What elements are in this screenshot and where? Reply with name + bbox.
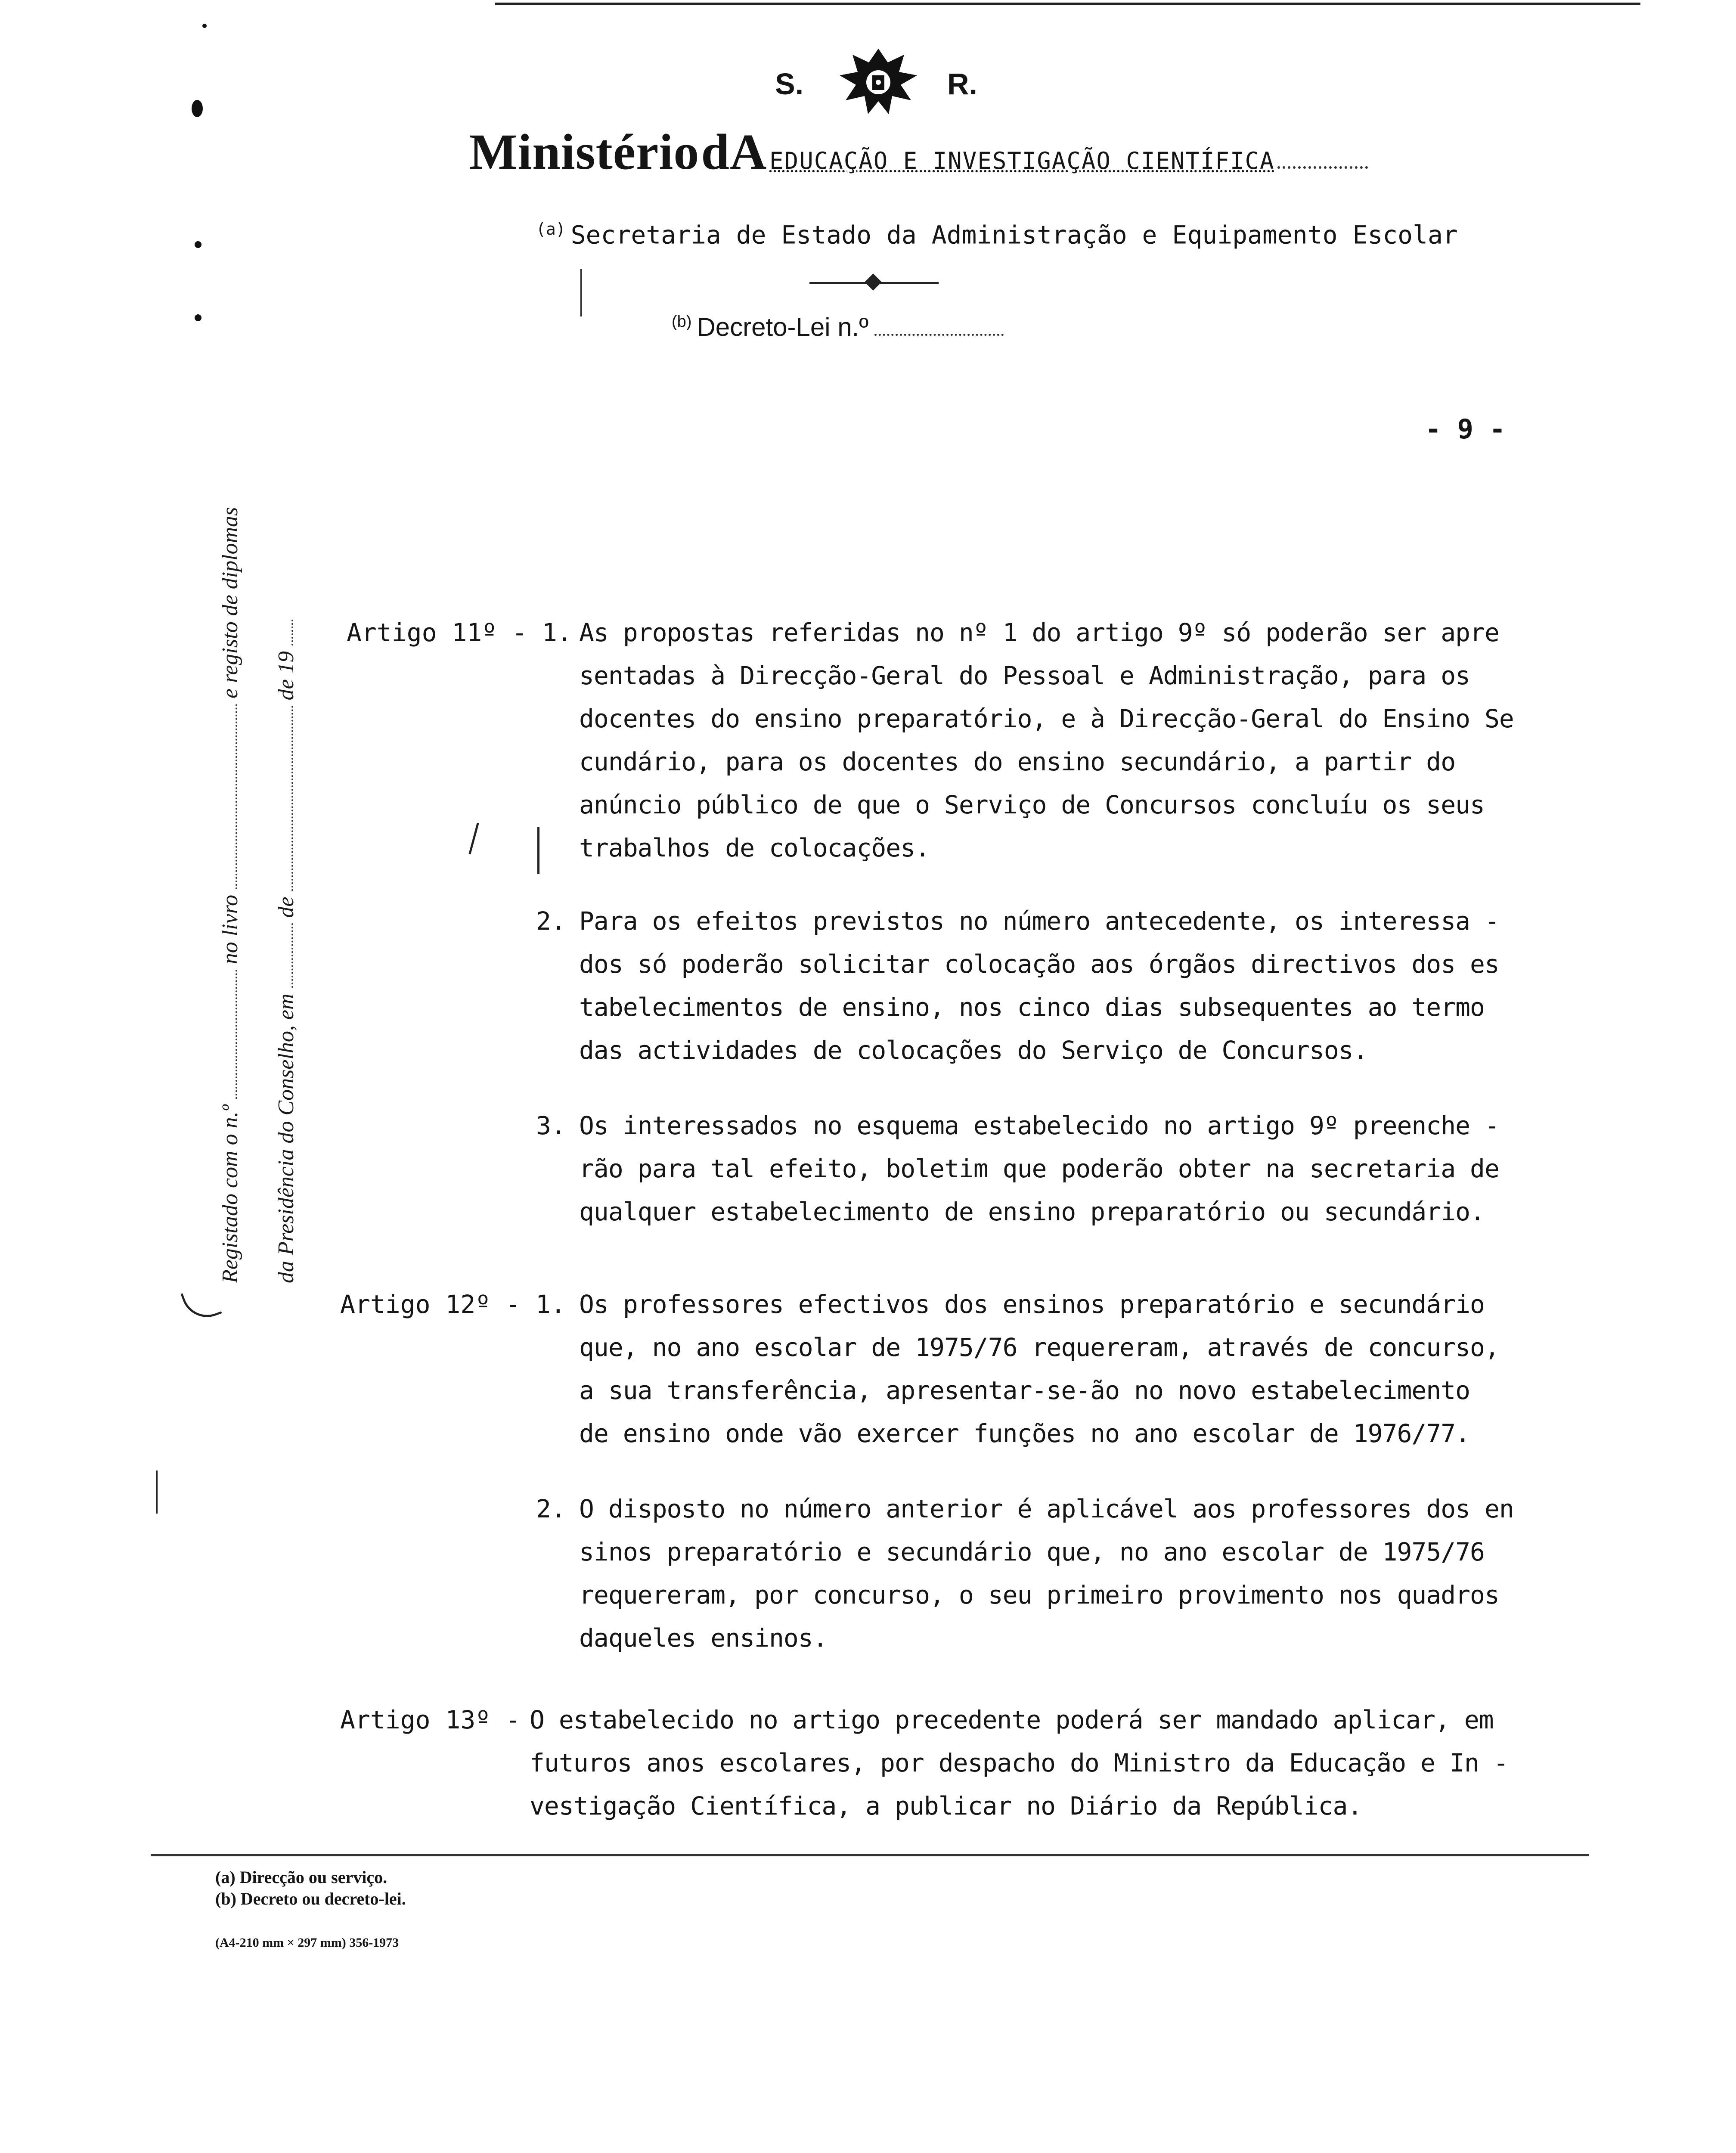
- article-13-line: vestigação Científica, a publicar no Diário da República.: [530, 1791, 1362, 1821]
- ministry-department: EDUCAÇÃO E INVESTIGAÇÃO CIENTÍFICA: [769, 147, 1275, 174]
- article-12-1-line: Os professores efectivos dos ensinos preparatório e secundário: [579, 1290, 1485, 1319]
- article-12-2-line: requereram, por concurso, o seu primeiro provimento nos quadros: [579, 1580, 1499, 1610]
- margin-dot: [195, 241, 202, 248]
- stray-mark: [537, 827, 539, 874]
- article-11-3-label: 3.: [536, 1111, 566, 1140]
- emblem-left-letter: S.: [775, 67, 804, 101]
- article-11-label: Artigo 11º - 1.: [347, 618, 572, 647]
- article-11-2-line: das actividades de colocações do Serviço de Concursos.: [579, 1036, 1368, 1065]
- article-12-1-line: a sua transferência, apresentar-se-ão no novo estabelecimento: [579, 1376, 1470, 1405]
- article-12-2-label: 2.: [536, 1494, 566, 1523]
- margin-dot: [195, 314, 202, 321]
- article-11-2-line: dos só poderão solicitar colocação aos órgãos directivos dos es: [579, 949, 1499, 979]
- article-11-3-line: rão para tal efeito, boletim que poderão obter na secretaria de: [579, 1154, 1499, 1183]
- article-12-1-line: que, no ano escolar de 1975/76 requereram, através de concurso,: [579, 1333, 1499, 1362]
- article-11-1-line: As propostas referidas no nº 1 do artigo 9º só poderão ser apre: [579, 618, 1499, 647]
- article-12-label: Artigo 12º - 1.: [340, 1290, 566, 1319]
- decreto-label: Decreto-Lei n.º: [697, 313, 869, 341]
- page-number: - 9 -: [1425, 413, 1506, 445]
- diamond-icon: [865, 273, 882, 291]
- stray-mark: [468, 823, 479, 855]
- emblem-header: [775, 45, 982, 127]
- footnote-b: (b) Decreto ou decreto-lei.: [215, 1889, 406, 1908]
- article-12-2-line: O disposto no número anterior é aplicável aos professores dos en: [579, 1494, 1514, 1523]
- margin-line-1: [202, 491, 258, 1283]
- footnote-a: (a) Direcção ou serviço.: [215, 1868, 388, 1887]
- article-11-3-line: qualquer estabelecimento de ensino preparatório ou secundário.: [579, 1197, 1485, 1226]
- article-11-1-line: cundário, para os docentes do ensino secundário, a partir do: [579, 747, 1456, 776]
- ministry-dotted-line: [1277, 166, 1368, 169]
- paper-format-note: (A4-210 mm × 297 mm) 356-1973: [215, 1936, 399, 1950]
- margin-presidencia-label: da Presidência do Conselho, em: [274, 993, 298, 1283]
- decreto-line: [672, 312, 1004, 342]
- article-11-1-line: docentes do ensino preparatório, e à Direcção-Geral do Ensino Se: [579, 704, 1514, 733]
- stray-mark: [580, 269, 582, 316]
- ministry-prefix: Ministério: [469, 124, 700, 180]
- secretaria-marker: (a): [536, 220, 566, 239]
- margin-de-label: de: [274, 897, 298, 918]
- decreto-marker: (b): [672, 313, 692, 331]
- registration-margin-note: [177, 491, 340, 1283]
- ministry-da: dA: [701, 124, 767, 180]
- decreto-dotted-line: [874, 334, 1004, 336]
- margin-livro-label: no livro: [218, 894, 242, 965]
- article-13-label: Artigo 13º -: [340, 1705, 521, 1734]
- article-12-2-line: daqueles ensinos.: [579, 1623, 828, 1653]
- article-13-line: futuros anos escolares, por despacho do Ministro da Educação e In -: [530, 1748, 1508, 1778]
- margin-dot: [192, 100, 203, 117]
- coat-of-arms-icon: [835, 45, 921, 118]
- margin-year-label: de 19: [274, 651, 298, 701]
- article-11-2-line: tabelecimentos de ensino, nos cinco dias subsequentes ao termo: [579, 993, 1485, 1022]
- article-12-2-line: sinos preparatório e secundário que, no ano escolar de 1975/76: [579, 1537, 1485, 1567]
- article-11-1-line: trabalhos de colocações.: [579, 833, 930, 862]
- article-11-2-line: Para os efeitos previstos no número antecedente, os interessa -: [579, 906, 1499, 936]
- secretaria-line: [536, 220, 1458, 249]
- article-12-1-line: de ensino onde vão exercer funções no ano escolar de 1976/77.: [579, 1419, 1470, 1448]
- footnotes: [215, 1867, 406, 1910]
- margin-line-2: [258, 491, 314, 1283]
- article-11-3-line: Os interessados no esquema estabelecido no artigo 9º preenche -: [579, 1111, 1499, 1140]
- stray-mark: [156, 1470, 158, 1514]
- article-13-line: O estabelecido no artigo precedente poderá ser mandado aplicar, em: [530, 1705, 1494, 1734]
- margin-registado-label: Registado com o n.º: [218, 1104, 242, 1283]
- margin-registo-label: e registo de diplomas: [218, 507, 242, 698]
- secretaria-text: Secretaria de Estado da Administração e Equipamento Escolar: [570, 220, 1458, 250]
- bottom-rule: [151, 1854, 1589, 1856]
- emblem-right-letter: R.: [947, 67, 977, 101]
- top-rule: [495, 3, 1640, 5]
- ministry-heading: [469, 123, 1368, 187]
- article-11-2-label: 2.: [536, 906, 566, 936]
- article-11-1-line: sentadas à Direcção-Geral do Pessoal e Administração, para os: [579, 661, 1470, 690]
- article-11-1-line: anúncio público de que o Serviço de Concursos concluíu os seus: [579, 790, 1485, 819]
- margin-dot: [202, 24, 207, 28]
- margin-bracket-mark: [180, 1283, 222, 1324]
